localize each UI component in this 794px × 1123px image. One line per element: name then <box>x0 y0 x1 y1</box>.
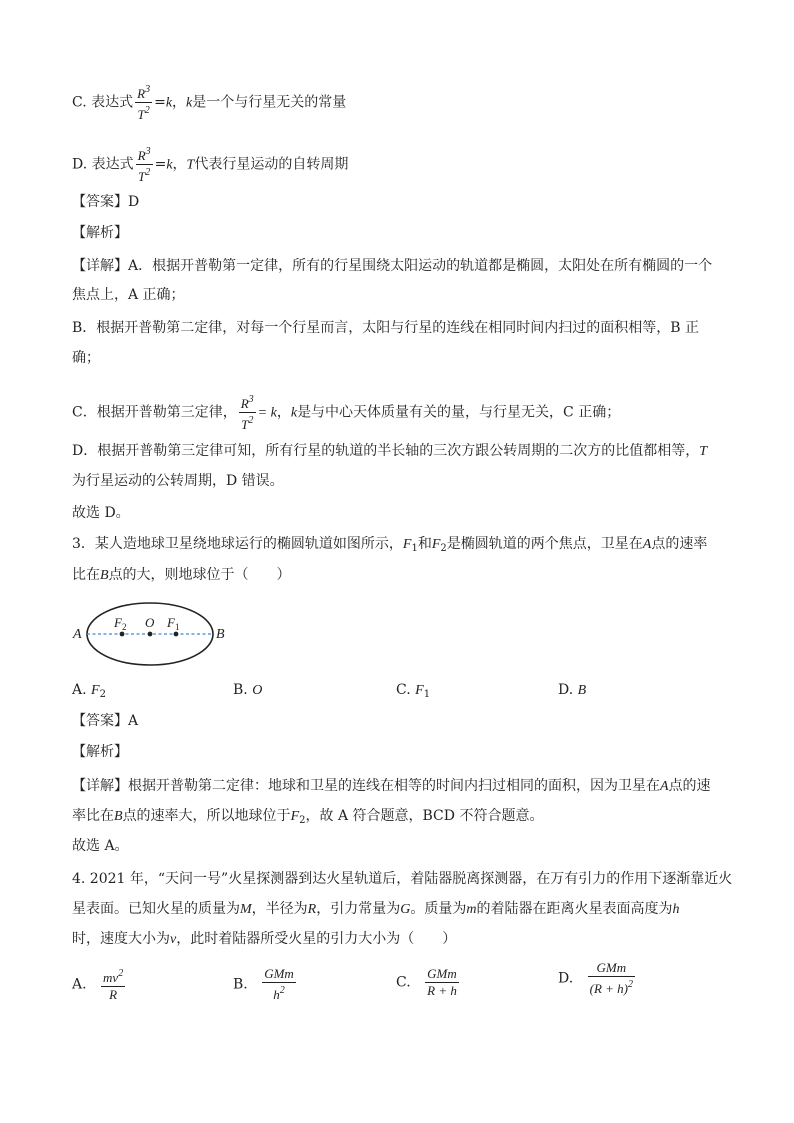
q2-detail-p2b: 确； <box>72 350 100 366</box>
fraction-gmm-rh <box>425 966 459 999</box>
var-f: F <box>290 809 300 824</box>
equals-k: = k <box>257 405 277 421</box>
fraction-gmm-h2 <box>262 966 296 1003</box>
var-f: F <box>431 537 441 552</box>
label-a: A <box>73 627 82 642</box>
var-f: F <box>402 537 412 552</box>
fraction-r3-t2 <box>239 392 256 433</box>
fraction-mv2-r <box>101 966 125 1003</box>
q2-detail-p2a: B．根据开普勒第二定律，对每一个行星而言，太阳与行星的连线在相同时间内扫过的面积相等，B 正 <box>72 320 700 336</box>
var-g: G <box>400 902 411 917</box>
equals: = <box>154 156 167 173</box>
detail-text: 率比在 <box>72 808 114 824</box>
frac-num: GMm <box>596 960 627 975</box>
var-k: k <box>165 95 173 111</box>
frac-num-exp: 3 <box>248 394 254 405</box>
subscript: 2 <box>299 815 306 826</box>
frac-den-exp: 2 <box>144 105 150 116</box>
var-t: T <box>186 157 195 173</box>
frac-den-exp: 2 <box>628 979 634 990</box>
var-f: F <box>415 683 424 698</box>
stem-text: 的着陆器在距离火星表面高度为 <box>476 901 673 917</box>
stem-text: 。质量为 <box>410 901 467 917</box>
q2-conclusion: 故选 D。 <box>72 505 130 521</box>
frac-den-exp: 2 <box>145 167 151 178</box>
var-k: k <box>166 157 173 173</box>
var-o: O <box>252 683 263 698</box>
option-prefix: B. <box>233 682 253 698</box>
option-prefix: A. <box>72 682 92 698</box>
q2-detail-p4b: 为行星运动的公转周期，D 错误。 <box>72 473 284 489</box>
stem-text: ，此时着陆器所受火星的引力大小为（ ） <box>176 931 457 947</box>
q2-option-c <box>72 82 346 123</box>
stem-text: 比在 <box>72 567 100 583</box>
var-b: B <box>577 683 587 698</box>
var-m: m <box>466 902 477 917</box>
frac-den: R <box>109 987 118 1002</box>
stem-text: ，半径为 <box>251 901 308 917</box>
q3-detail-line2 <box>72 806 543 831</box>
q3-option-d <box>558 682 586 699</box>
q2-detail-p4a <box>72 441 707 462</box>
var-k: k <box>290 405 298 421</box>
q2-analysis-label: 【解析】 <box>72 225 128 241</box>
frac-num-exp: 3 <box>145 146 151 157</box>
var-v: v <box>170 932 177 947</box>
q4-stem-line2 <box>72 899 679 920</box>
detail-text: 点的速 <box>668 778 711 794</box>
focus-f2-dot <box>120 632 125 637</box>
label-f2: $F_2$ <box>114 615 127 632</box>
frac-num-exp: 3 <box>145 84 151 95</box>
q4-option-c <box>396 966 461 999</box>
detail-text: A．根据开普勒第一定律，所有的行星围绕太阳运动的轨道都是椭圆，太阳处在所有椭圆的一个 <box>128 258 713 274</box>
stem-text: 时，速度大小为 <box>72 931 170 947</box>
option-prefix: C. <box>396 974 411 991</box>
detail-text: 根据开普勒第二定律：地球和卫星的连线在相等的时间内扫过相同的面积，因为卫星在 <box>128 778 660 794</box>
q3-stem-line1 <box>72 534 707 559</box>
var-m-upper: M <box>240 902 252 917</box>
frac-den-exp: 2 <box>248 415 254 426</box>
option-prefix: D. <box>558 970 574 987</box>
detail-text: D．根据开普勒第三定律可知，所有行星的轨道的半长轴的三次方跟公转周期的二次方的比值都相等， <box>72 443 700 459</box>
subscript: 2 <box>99 689 106 700</box>
frac-den: T <box>138 169 146 184</box>
q2-detail-p1a <box>72 256 712 276</box>
fraction-r3-t2 <box>135 82 152 123</box>
frac-num: GMm <box>264 966 294 981</box>
frac-den: R + h <box>427 983 457 998</box>
q3-detail-line1 <box>72 776 711 797</box>
var-h: h <box>672 902 680 917</box>
answer-label: 【答案】 <box>72 194 128 210</box>
subscript: 2 <box>440 543 447 554</box>
stem-text: 是椭圆轨道的两个焦点，卫星在 <box>446 536 643 552</box>
frac-num: R <box>137 148 146 163</box>
detail-label: 【详解】 <box>72 258 128 274</box>
label-f1: $F_1$ <box>167 615 180 632</box>
option-text: 是一个与行星无关的常量 <box>192 94 347 111</box>
label-b: B <box>216 627 225 642</box>
var-a: A <box>660 779 669 794</box>
answer-label: 【答案】 <box>72 713 128 729</box>
option-prefix: C. 表达式 <box>72 94 134 111</box>
var-b: B <box>114 809 123 824</box>
frac-den-exp: 2 <box>279 985 285 996</box>
subscript: 1 <box>423 689 431 700</box>
separator: ， <box>276 404 291 421</box>
q2-detail-p3 <box>72 392 620 433</box>
option-prefix: A. <box>72 976 87 993</box>
frac-den: T <box>241 417 249 432</box>
frac-num: GMm <box>427 966 457 981</box>
var-r: R <box>307 902 317 917</box>
stem-text: 点的速率 <box>651 536 708 552</box>
var-k: k <box>186 95 193 111</box>
stem-text: 点的大，则地球位于（ ） <box>108 567 291 583</box>
frac-den: h <box>273 987 280 1002</box>
frac-num-exp: 2 <box>118 968 124 979</box>
option-prefix: C. <box>396 682 416 698</box>
q4-option-d <box>558 960 637 997</box>
var-f: F <box>91 683 100 698</box>
frac-num: mv <box>103 970 119 985</box>
q2-answer <box>72 192 139 212</box>
equals: = <box>154 94 166 111</box>
detail-text: 是与中心天体质量有关的量，与行星无关，C 正确； <box>297 404 621 421</box>
q2-detail-p1b: 焦点上，A 正确； <box>72 287 185 303</box>
option-prefix: D. <box>558 682 578 698</box>
var-b: B <box>100 568 109 583</box>
var-a: A <box>642 537 652 552</box>
detail-text: 点的速率大，所以地球位于 <box>122 808 291 824</box>
fraction-gmm-rh2 <box>588 960 635 997</box>
frac-den: T <box>137 107 145 122</box>
focus-f1-dot <box>174 632 179 637</box>
var-t: T <box>699 444 708 459</box>
detail-text: ，故 A 符合题意，BCD 不符合题意。 <box>305 808 544 824</box>
option-prefix: B. <box>233 976 248 993</box>
stem-text: ，引力常量为 <box>316 901 401 917</box>
stem-text: 3．某人造地球卫星绕地球运行的椭圆轨道如图所示， <box>72 536 403 552</box>
ellipse-orbit-diagram <box>70 600 230 668</box>
subscript: 1 <box>411 543 418 554</box>
option-prefix: D. 表达式 <box>72 156 134 173</box>
frac-num: R <box>240 396 249 411</box>
frac-den: (R + h) <box>589 981 629 996</box>
q4-stem-line1: 4. 2021 年，“天问一号”火星探测器到达火星轨道后，着陆器脱离探测器，在万有引力的作用下逐渐靠近火 <box>72 871 733 887</box>
detail-label: 【详解】 <box>72 778 128 794</box>
stem-text: 星表面。已知火星的质量为 <box>72 901 240 917</box>
q3-analysis-label: 【解析】 <box>72 744 128 760</box>
frac-num: R <box>137 86 146 101</box>
q3-option-a <box>72 682 106 700</box>
fraction-r3-t2 <box>136 144 153 185</box>
separator: ， <box>172 156 187 173</box>
q3-option-c <box>396 682 430 700</box>
separator: ， <box>172 94 187 111</box>
stem-text: 和 <box>417 536 432 552</box>
center-o-dot <box>148 632 153 637</box>
q4-option-a <box>72 966 127 1003</box>
q4-stem-line3 <box>72 929 456 950</box>
label-o: O <box>145 615 155 630</box>
q3-answer <box>72 711 138 731</box>
q3-conclusion: 故选 A。 <box>72 838 129 854</box>
q3-option-b <box>233 682 262 699</box>
answer-value: D <box>128 194 140 210</box>
option-text: 代表行星运动的自转周期 <box>194 156 349 173</box>
answer-value: A <box>128 713 139 729</box>
q2-option-d <box>72 144 348 185</box>
detail-text: C．根据开普勒第三定律， <box>72 404 237 421</box>
q4-option-b <box>233 966 298 1003</box>
q3-stem-line2 <box>72 565 291 586</box>
